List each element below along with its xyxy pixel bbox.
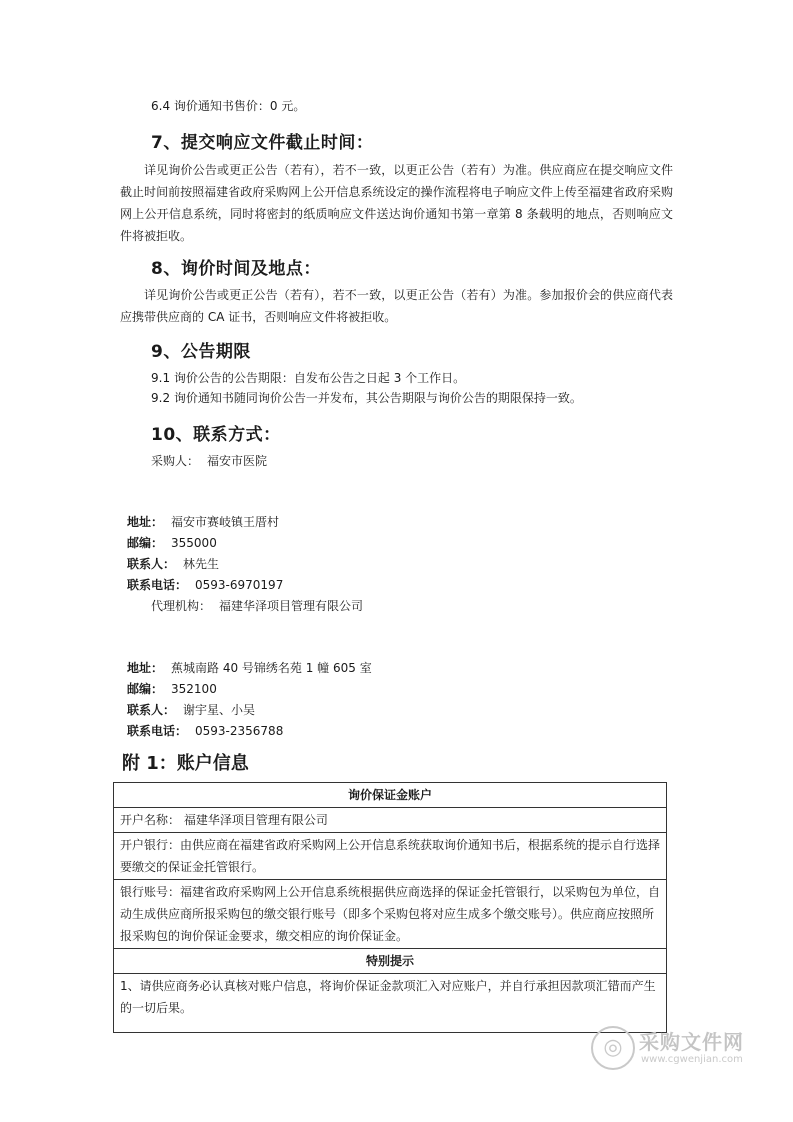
notice-body-cell: 1、请供应商务必认真核对账户信息，将询价保证金款项汇入对应账户，并自行承担因款项汇错而产生的一切后果。 [114, 974, 667, 1033]
agent-row [151, 596, 363, 616]
buyer-contact-row [127, 554, 219, 574]
heading-9: 9、公告期限 [151, 342, 251, 362]
agent-address-label: 地址： [127, 661, 164, 675]
buyer-zip-row [127, 533, 217, 553]
buyer-address-row [127, 512, 279, 532]
agent-address-value: 蕉城南路 40 号锦绣名苑 1 幢 605 室 [171, 661, 372, 675]
agent-phone-label: 联系电话： [127, 724, 188, 738]
agent-address-row [127, 658, 372, 678]
buyer-value: 福安市医院 [207, 454, 268, 468]
period-line-2: 9.2 询价通知书随同询价公告一并发布，其公告期限与询价公告的期限保持一致。 [151, 391, 582, 405]
table-row [114, 783, 667, 808]
buyer-contact-value: 林先生 [183, 557, 220, 571]
table-row [114, 974, 667, 1033]
agent-contact-value: 谢宇星、小吴 [183, 703, 256, 717]
table-row [114, 949, 667, 974]
buyer-zip-label: 邮编： [127, 536, 164, 550]
buyer-contact-label: 联系人： [127, 557, 176, 571]
notice-title-cell: 特别提示 [114, 949, 667, 974]
buyer-row [151, 451, 267, 471]
agent-zip-label: 邮编： [127, 682, 164, 696]
price-line: 6.4 询价通知书售价：0 元。 [151, 99, 306, 113]
appendix-heading: 附 1：账户信息 [122, 753, 249, 774]
body-8: 详见询价公告或更正公告（若有），若不一致，以更正公告（若有）为准。参加报价会的供应商代表应携带供应商的 CA 证书，否则响应文件将被拒收。 [120, 288, 673, 324]
period-line-1: 9.1 询价公告的公告期限：自发布公告之日起 3 个工作日。 [151, 371, 466, 385]
watermark-title: 采购文件网 [639, 1030, 744, 1054]
heading-8: 8、询价时间及地点： [151, 259, 321, 279]
agent-label: 代理机构： [151, 599, 212, 613]
agent-phone-row [127, 721, 283, 741]
bank-cell: 开户银行：由供应商在福建省政府采购网上公开信息系统获取询价通知书后，根据系统的提示自行选择要缴交的保证金托管银行。 [114, 833, 667, 880]
watermark-logo-icon: ◎ [591, 1026, 635, 1070]
heading-7: 7、提交响应文件截止时间： [151, 133, 374, 153]
agent-contact-label: 联系人： [127, 703, 176, 717]
watermark [591, 1024, 761, 1074]
account-name-cell: 开户名称： 福建华泽项目管理有限公司 [114, 808, 667, 833]
buyer-zip-value: 355000 [171, 536, 217, 550]
table-row [114, 880, 667, 949]
buyer-label: 采购人： [151, 454, 200, 468]
watermark-url: www.cgwenjian.com [641, 1054, 743, 1065]
buyer-phone-label: 联系电话： [127, 578, 188, 592]
agent-zip-value: 352100 [171, 682, 217, 696]
agent-value: 福建华泽项目管理有限公司 [219, 599, 364, 613]
buyer-phone-row [127, 575, 283, 595]
table-row [114, 833, 667, 880]
table-row [114, 808, 667, 833]
body-7: 详见询价公告或更正公告（若有），若不一致，以更正公告（若有）为准。供应商应在提交响应文件截止时间前按照福建省政府采购网上公开信息系统设定的操作流程将电子响应文件上传至福建省政府采购网上公开信息系统，同时将密封的纸质响应文件送达询价通知书第一章第 8 条载明的地点，否则响应文件将被拒收。 [120, 163, 673, 243]
agent-zip-row [127, 679, 217, 699]
heading-10: 10、联系方式： [151, 425, 281, 445]
account-number-cell: 银行账号：福建省政府采购网上公开信息系统根据供应商选择的保证金托管银行，以采购包为单位，自动生成供应商所报采购包的缴交银行账号（即多个采购包将对应生成多个缴交账号）。供应商应按照所报采购包的询价保证金要求，缴交相应的询价保证金。 [114, 880, 667, 949]
account-table-title: 询价保证金账户 [114, 783, 667, 808]
buyer-address-value: 福安市赛岐镇王厝村 [171, 515, 280, 529]
buyer-phone-value: 0593-6970197 [195, 578, 284, 592]
agent-phone-value: 0593-2356788 [195, 724, 284, 738]
account-table [113, 782, 667, 1033]
buyer-address-label: 地址： [127, 515, 164, 529]
agent-contact-row [127, 700, 255, 720]
